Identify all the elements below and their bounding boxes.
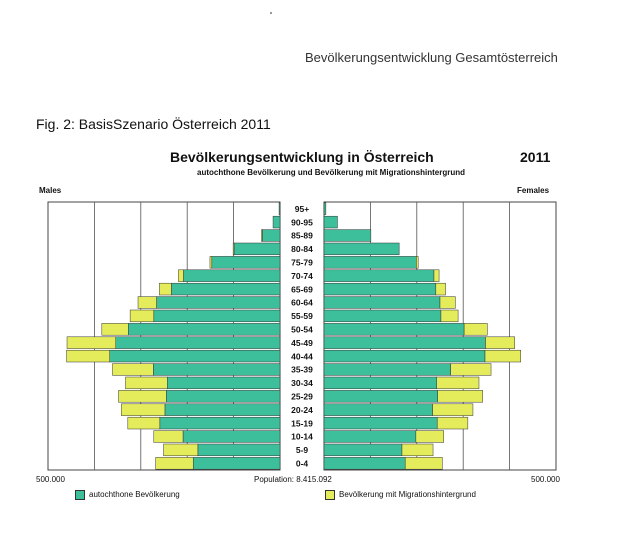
bar-male-autochthon — [167, 377, 280, 389]
age-group-label: 95+ — [294, 203, 310, 214]
bar-female-autochthon — [324, 243, 399, 255]
bar-female-autochthon — [324, 364, 451, 376]
bar-female-migration — [437, 417, 468, 429]
bar-male-autochthon — [198, 444, 280, 456]
age-group-label: 10-14 — [291, 431, 313, 442]
bar-male-autochthon — [183, 270, 280, 282]
age-group-label: 25-29 — [291, 391, 313, 402]
bar-male-autochthon — [116, 337, 280, 349]
bar-male-migration — [233, 243, 234, 255]
chart-year: 2011 — [520, 149, 551, 165]
age-group-label: 65-69 — [291, 284, 313, 295]
legend-label-migration: Bevölkerung mit Migrationshintergrund — [339, 490, 476, 499]
bar-male-migration — [121, 404, 165, 416]
bar-female-migration — [464, 323, 487, 335]
legend-swatch-autochthon — [75, 490, 85, 500]
age-group-label: 90-95 — [291, 217, 313, 228]
document-header-title: Bevölkerungsentwicklung Gesamtösterreich — [305, 50, 558, 65]
bar-female-migration — [434, 270, 439, 282]
bar-female-migration — [416, 256, 418, 268]
bar-female-migration — [405, 457, 442, 469]
chart-title: Bevölkerungsentwicklung in Österreich — [170, 149, 434, 165]
bar-female-autochthon — [324, 203, 326, 215]
bar-female-migration — [485, 337, 514, 349]
bar-male-autochthon — [153, 364, 280, 376]
bar-male-migration — [130, 310, 154, 322]
males-frame — [48, 202, 280, 470]
bar-male-autochthon — [166, 390, 280, 402]
age-group-label: 50-54 — [291, 324, 313, 335]
bar-male-autochthon — [262, 230, 280, 242]
bar-female-migration — [485, 350, 521, 362]
bar-female-autochthon — [324, 283, 436, 295]
bar-female-autochthon — [324, 404, 433, 416]
bar-male-autochthon — [279, 203, 280, 215]
chart-subtitle: autochthone Bevölkerung und Bevölkerung mit Migrationshintergrund — [197, 168, 466, 177]
x-axis-max-label: 500.000 — [531, 475, 560, 484]
bar-female-migration — [402, 444, 433, 456]
bar-female-autochthon — [324, 377, 437, 389]
bar-female-autochthon — [324, 216, 337, 228]
females-frame — [324, 202, 556, 470]
bar-male-migration — [67, 337, 116, 349]
bar-female-autochthon — [324, 390, 438, 402]
bar-male-autochthon — [212, 256, 280, 268]
bar-male-migration — [210, 256, 212, 268]
bar-male-migration — [112, 364, 153, 376]
age-group-label: 0-4 — [295, 458, 309, 469]
bar-female-migration — [451, 364, 491, 376]
age-group-label: 5-9 — [295, 445, 309, 456]
bar-female-migration — [436, 283, 446, 295]
bar-male-autochthon — [110, 350, 280, 362]
bar-male-autochthon — [128, 323, 280, 335]
age-group-label: 55-59 — [291, 311, 313, 322]
bar-female-autochthon — [324, 256, 416, 268]
age-group-label: 75-79 — [291, 257, 313, 268]
bar-female-autochthon — [324, 297, 440, 309]
bar-female-migration — [438, 390, 483, 402]
age-group-label: 45-49 — [291, 337, 313, 348]
bar-female-migration — [441, 310, 458, 322]
bar-female-migration — [437, 377, 479, 389]
age-group-label: 70-74 — [291, 270, 313, 281]
bar-male-autochthon — [154, 310, 280, 322]
bar-female-autochthon — [324, 444, 402, 456]
age-group-label: 30-34 — [291, 378, 313, 389]
bar-male-migration — [156, 457, 194, 469]
bar-male-migration — [102, 323, 128, 335]
bar-male-autochthon — [193, 457, 280, 469]
age-group-label: 35-39 — [291, 364, 313, 375]
females-label: Females — [517, 186, 550, 195]
bar-male-autochthon — [165, 404, 280, 416]
age-group-label: 85-89 — [291, 230, 313, 241]
age-group-label: 20-24 — [291, 404, 313, 415]
bar-female-autochthon — [324, 230, 371, 242]
age-group-label: 80-84 — [291, 244, 313, 255]
bar-male-autochthon — [160, 417, 280, 429]
legend-label-autochthon: autochthone Bevölkerung — [89, 490, 180, 499]
bar-male-migration — [178, 270, 183, 282]
legend-swatch-migration — [325, 490, 335, 500]
bar-male-migration — [67, 350, 110, 362]
bar-male-migration — [164, 444, 198, 456]
bar-male-autochthon — [183, 431, 280, 443]
bar-male-autochthon — [234, 243, 280, 255]
age-group-label: 40-44 — [291, 351, 313, 362]
bar-male-migration — [119, 390, 167, 402]
population-total: Population: 8.415.092 — [254, 475, 332, 484]
bar-female-migration — [440, 297, 455, 309]
bar-female-migration — [433, 404, 473, 416]
bar-female-autochthon — [324, 431, 416, 443]
bar-female-autochthon — [324, 323, 464, 335]
age-group-label: 15-19 — [291, 418, 313, 429]
bar-male-migration — [154, 431, 183, 443]
bar-male-migration — [159, 283, 171, 295]
bar-female-autochthon — [324, 417, 437, 429]
bar-male-autochthon — [273, 216, 280, 228]
bar-female-autochthon — [324, 310, 441, 322]
bar-female-autochthon — [324, 350, 485, 362]
bar-male-migration — [125, 377, 167, 389]
bar-male-migration — [138, 297, 157, 309]
bar-male-autochthon — [171, 283, 280, 295]
bar-female-autochthon — [324, 270, 434, 282]
bar-female-autochthon — [324, 457, 405, 469]
bar-male-migration — [261, 230, 262, 242]
bar-male-migration — [128, 417, 160, 429]
bar-female-autochthon — [324, 337, 485, 349]
males-label: Males — [39, 186, 62, 195]
bar-male-autochthon — [157, 297, 280, 309]
age-group-label: 60-64 — [291, 297, 313, 308]
x-axis-min-label: 500.000 — [36, 475, 65, 484]
bar-female-migration — [416, 431, 444, 443]
figure-caption: Fig. 2: BasisSzenario Österreich 2011 — [36, 116, 271, 132]
